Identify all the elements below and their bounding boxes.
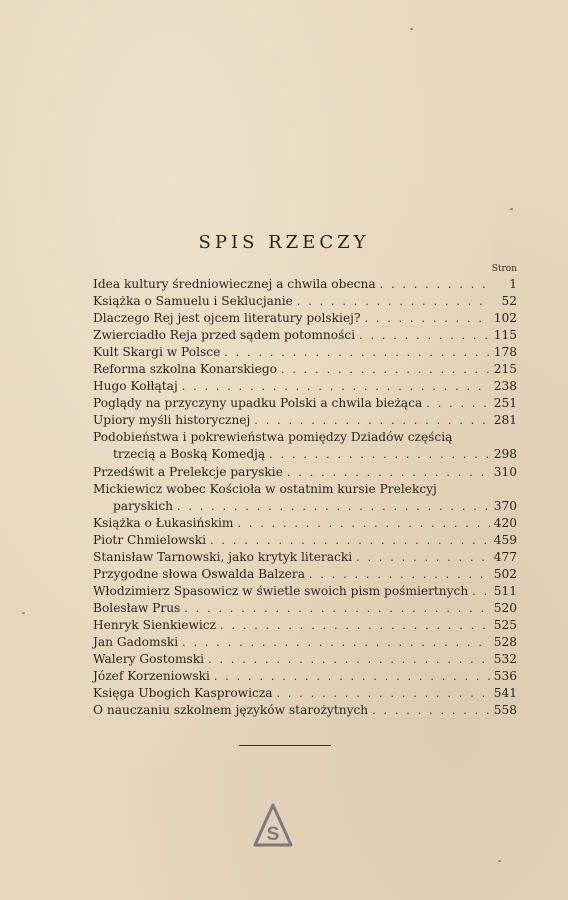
- toc-entry-title: paryskich: [113, 498, 173, 513]
- toc-entry: [93, 378, 517, 395]
- toc-entry-title: Książka o Łukasińskim: [93, 515, 234, 530]
- toc-entry-title: Włodzimierz Spasowicz w świetle swoich pism pośmiertnych: [93, 583, 469, 598]
- toc-entry: [93, 429, 517, 463]
- paper-speck: [498, 860, 501, 862]
- toc-entry-title: Poglądy na przyczyny upadku Polski a chwila bieżąca: [93, 396, 423, 411]
- toc-entry-line: [93, 702, 517, 719]
- toc-entry: [93, 549, 517, 566]
- toc-entry-title: Bolesław Prus: [93, 600, 181, 615]
- toc-entry: [93, 293, 517, 310]
- toc-page-number: 251: [493, 396, 517, 411]
- toc-page-number: 102: [493, 311, 517, 326]
- toc-entry: [93, 327, 517, 344]
- toc-entry-title: Kult Skargi w Polsce: [93, 345, 221, 360]
- toc-entry-title: O nauczaniu szkolnem języków starożytnych: [93, 703, 369, 718]
- toc-page-number: 459: [493, 532, 517, 547]
- toc-page-number: 536: [493, 669, 517, 684]
- toc-page-number: 310: [493, 464, 517, 479]
- toc-page-number: 298: [493, 447, 517, 462]
- toc-entry-title: Walery Gostomski: [93, 652, 205, 667]
- leader-dots: [210, 532, 490, 549]
- toc-entry-title: Stanisław Tarnowski, jako krytyk literacki: [93, 549, 353, 564]
- toc-entry: [93, 617, 517, 634]
- toc-entry-continuation-line: [93, 498, 517, 515]
- toc-entry-line: [93, 412, 517, 429]
- toc-entry: [93, 532, 517, 549]
- toc-entry: [93, 634, 517, 651]
- toc-entry-line: [93, 481, 517, 498]
- toc-entry-title: Upiory myśli historycznej: [93, 413, 251, 428]
- leader-dots: [287, 464, 490, 481]
- paper-speck: [510, 208, 513, 210]
- toc-entry-title: Hugo Kołłątaj: [93, 379, 178, 394]
- toc-entry-title: Jan Gadomski: [93, 634, 179, 649]
- toc-entry-line: [93, 668, 517, 685]
- toc-page-number: 281: [493, 413, 517, 428]
- leader-dots: [309, 566, 490, 583]
- leader-dots: [182, 634, 490, 651]
- toc-entry-title: Józef Korzeniowski: [93, 669, 210, 684]
- leader-dots: [359, 327, 490, 344]
- toc-page-number: 370: [493, 498, 517, 513]
- leader-dots: [426, 395, 489, 412]
- toc-page-number: 502: [493, 566, 517, 581]
- toc-entry-title: Idea kultury średniowiecznej a chwila obecna: [93, 277, 376, 291]
- toc-entry-line: [93, 566, 517, 583]
- toc-entry-line: [93, 634, 517, 651]
- leader-dots: [237, 515, 489, 532]
- leader-dots: [254, 412, 489, 429]
- toc-entry: [93, 395, 517, 412]
- toc-entry: [93, 361, 517, 378]
- toc-entry-line: [93, 344, 517, 361]
- toc-entry: [93, 566, 517, 583]
- toc-page-number: 1: [509, 277, 517, 291]
- toc-entry-line: [93, 583, 517, 600]
- leader-dots: [277, 685, 490, 702]
- toc-entry-title: Przygodne słowa Oswalda Balzera: [93, 566, 305, 581]
- toc-entry-title: Zwierciadło Reja przed sądem potomności: [93, 328, 356, 343]
- leader-dots: [220, 617, 490, 634]
- toc-entry: [93, 344, 517, 361]
- toc-page-number: 215: [493, 362, 517, 377]
- toc-entry: [93, 651, 517, 668]
- toc-page-number: 420: [493, 515, 517, 530]
- toc-page-number: 477: [493, 549, 517, 564]
- toc-entry-line: [93, 395, 517, 412]
- toc-entry-line: [93, 600, 517, 617]
- toc-entry: [93, 600, 517, 617]
- toc-page-number: 520: [493, 600, 517, 615]
- leader-dots: [472, 583, 490, 600]
- toc-page-number: 238: [493, 379, 517, 394]
- divider-rule: [239, 745, 331, 746]
- leader-dots: [364, 310, 489, 327]
- toc-entry-title: Henryk Sienkiewicz: [93, 617, 217, 632]
- toc-entry-line: [93, 515, 517, 532]
- leader-dots: [208, 651, 490, 668]
- leader-dots: [356, 549, 490, 566]
- toc-entry-line: [93, 361, 517, 378]
- paper-speck: [22, 612, 25, 614]
- toc-entry-line: [93, 651, 517, 668]
- leader-dots: [297, 293, 491, 310]
- toc-entry: [93, 583, 517, 600]
- leader-dots: [269, 446, 490, 463]
- toc-entry: [93, 412, 517, 429]
- toc-entry-line: [93, 549, 517, 566]
- toc-entry: [93, 464, 517, 481]
- toc-entry-title: Książka o Samuelu i Seklucjanie: [93, 294, 293, 309]
- toc-entry-line: [93, 532, 517, 549]
- publisher-triangle-logo-icon: [252, 802, 294, 850]
- page-column-header: Stron: [491, 264, 517, 274]
- toc-entry: [93, 685, 517, 702]
- toc-entry-line: [93, 327, 517, 344]
- leader-dots: [182, 378, 490, 395]
- leader-dots: [281, 361, 490, 378]
- toc-entry-line: [93, 464, 517, 481]
- logo-letter: S: [266, 824, 280, 845]
- toc-page-number: 532: [493, 652, 517, 667]
- toc-entry-title: Reforma szkolna Konarskiego: [93, 362, 277, 377]
- toc-page-number: 511: [493, 583, 517, 598]
- toc-entry-line: [93, 429, 517, 446]
- toc-page-number: 558: [493, 703, 517, 718]
- toc-page-number: 528: [493, 634, 517, 649]
- toc-entry-line: [93, 617, 517, 634]
- toc-entry-title: Księga Ubogich Kasprowicza: [93, 686, 273, 701]
- leader-dots: [184, 600, 489, 617]
- toc-page-number: 52: [501, 294, 517, 309]
- leader-dots: [224, 344, 489, 361]
- toc-entry-title: Podobieństwa i pokrewieństwa pomiędzy Dziadów częścią: [93, 430, 453, 445]
- toc-entry-line: [93, 685, 517, 702]
- toc-entry-title: Dlaczego Rej jest ojcem literatury polskiej?: [93, 311, 361, 326]
- toc-entry: [93, 702, 517, 719]
- leader-dots: [380, 276, 491, 293]
- toc-page-number: 115: [493, 328, 517, 343]
- toc-entry: [93, 668, 517, 685]
- table-of-contents: [93, 262, 517, 719]
- leader-dots: [177, 498, 490, 515]
- toc-page-number: 178: [493, 345, 517, 360]
- paper-speck: [410, 28, 413, 30]
- toc-page-number: 525: [493, 617, 517, 632]
- toc-entry-line: [93, 310, 517, 327]
- toc-entry-line: [93, 378, 517, 395]
- toc-entries: [93, 276, 517, 719]
- leader-dots: [214, 668, 490, 685]
- toc-entry-line: [93, 293, 517, 310]
- toc-entry-title: Mickiewicz wobec Kościoła w ostatnim kursie Prelekcyj: [93, 481, 437, 496]
- toc-entry-line: [93, 276, 517, 293]
- toc-entry: [93, 310, 517, 327]
- toc-page-number: 541: [493, 686, 517, 701]
- toc-entry-title: Piotr Chmielowski: [93, 532, 207, 547]
- leader-dots: [372, 702, 490, 719]
- toc-entry-continuation-line: [93, 446, 517, 463]
- toc-entry: [93, 515, 517, 532]
- page-title: SPIS RZECZY: [198, 232, 370, 253]
- toc-entry-title: Przedświt a Prelekcje paryskie: [93, 464, 283, 479]
- toc-entry: [93, 481, 517, 515]
- toc-entry-title: trzecią a Boską Komedją: [113, 447, 266, 462]
- toc-entry: [93, 276, 517, 293]
